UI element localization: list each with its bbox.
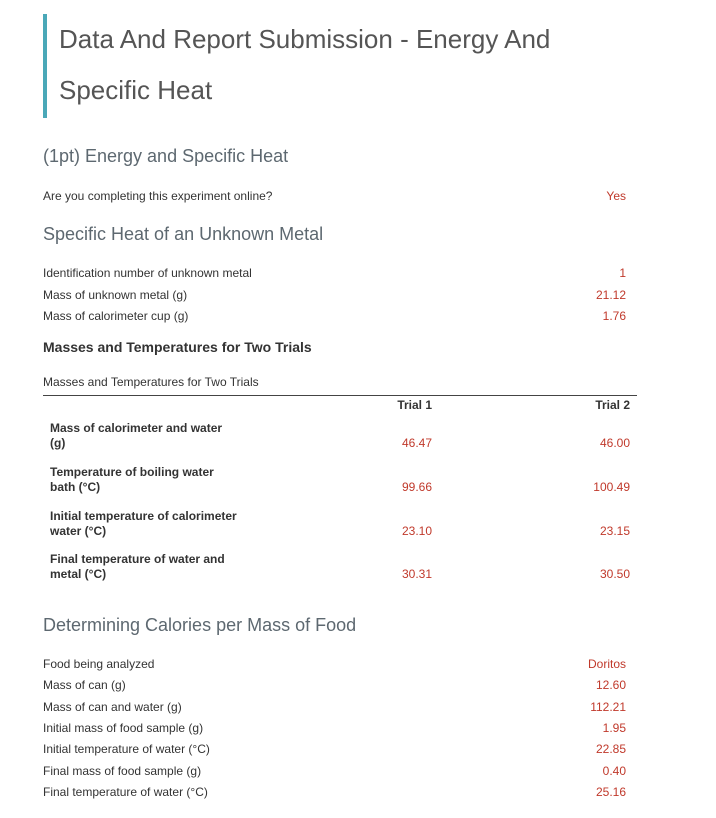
header-trial-2: Trial 2 [595,398,630,412]
section-metal-heading: Specific Heat of an Unknown Metal [43,224,324,244]
food-row [43,654,626,674]
section-food-heading: Determining Calories per Mass of Food [43,615,357,635]
trial-2-value: 30.50 [599,567,630,581]
trials-table-caption: Masses and Temperatures for Two Trials [43,375,259,389]
trial-2-value: 100.49 [593,480,630,494]
can-mass-label: Mass of can (g) [43,678,126,692]
trial-2-value: 46.00 [599,436,630,450]
initial-water-temp-value: 22.85 [595,742,626,756]
trial-row-label: Initial temperature of calorimeter water (°C) [50,509,237,538]
trial-row-label: Temperature of boiling water bath (°C) [50,465,214,494]
final-food-mass-label: Final mass of food sample (g) [43,764,202,778]
food-value: Doritos [587,657,626,671]
initial-food-mass-label: Initial mass of food sample (g) [43,721,204,735]
metal-mass-label: Mass of unknown metal (g) [43,288,188,302]
trial-2-value: 23.15 [599,524,630,538]
initial-food-mass-row [43,718,626,738]
metal-id-row [43,263,626,283]
online-value: Yes [606,189,626,203]
header-trial-1: Trial 1 [397,398,432,412]
can-water-value: 112.21 [590,700,626,714]
final-food-mass-value: 0.40 [602,764,626,778]
metal-mass-row [43,285,626,305]
final-water-temp-label: Final temperature of water (°C) [43,785,208,799]
trial-row-label: Final temperature of water and metal (°C) [50,552,225,581]
cup-mass-value: 1.76 [602,309,626,323]
can-mass-value: 12.60 [595,678,626,692]
final-water-temp-row [43,782,626,802]
online-label: Are you completing this experiment online? [43,189,273,203]
trial-row-label: Mass of calorimeter and water (g) [50,421,223,450]
section-energy-heading: (1pt) Energy and Specific Heat [43,146,289,166]
final-water-temp-value: 25.16 [595,785,626,799]
can-water-label: Mass of can and water (g) [43,700,182,714]
final-food-mass-row [43,761,626,781]
table-divider [43,395,637,396]
cup-mass-row [43,306,626,326]
metal-id-label: Identification number of unknown metal [43,266,252,280]
can-water-row [43,697,626,717]
initial-water-temp-label: Initial temperature of water (°C) [43,742,210,756]
page-title: Data And Report Submission - Energy And Specific Heat [59,24,551,105]
initial-water-temp-row [43,739,626,759]
online-row [43,186,626,206]
food-label: Food being analyzed [43,657,155,671]
cup-mass-label: Mass of calorimeter cup (g) [43,309,189,323]
trial-1-value: 46.47 [401,436,432,450]
initial-food-mass-value: 1.95 [602,721,626,735]
can-mass-row [43,675,626,695]
trials-subheading: Masses and Temperatures for Two Trials [43,339,312,355]
trial-1-value: 30.31 [401,567,432,581]
metal-mass-value: 21.12 [595,288,626,302]
trial-1-value: 99.66 [401,480,432,494]
title-block [43,14,643,118]
trial-1-value: 23.10 [401,524,432,538]
metal-id-value: 1 [619,266,626,280]
